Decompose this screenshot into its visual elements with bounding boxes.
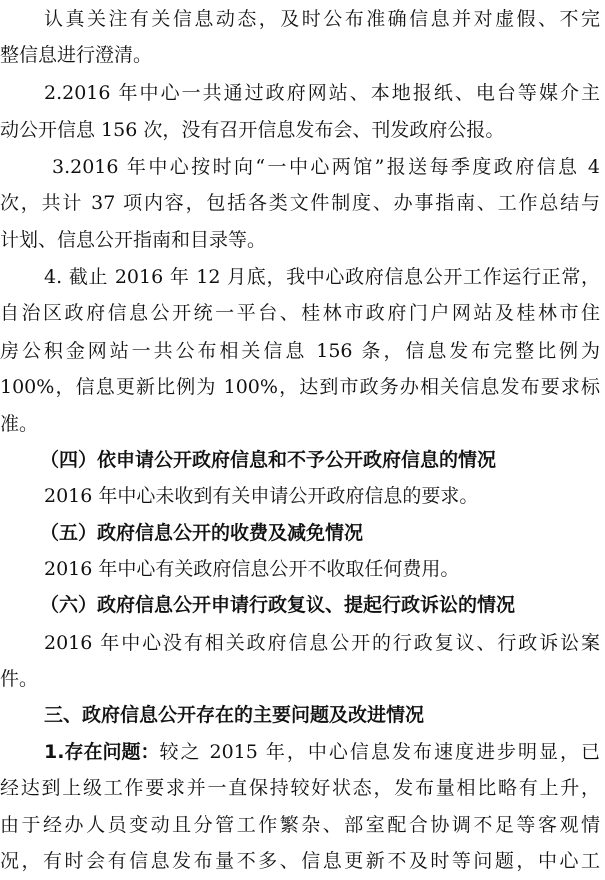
chapter-heading: 三、政府信息公开存在的主要问题及改进情况 xyxy=(44,704,425,726)
paragraph-line: 自治区政府信息公开统一平台、桂林市政府门户网站及桂林市住 xyxy=(0,302,600,324)
paragraph-line: 整信息进行澄清。 xyxy=(0,44,153,66)
paragraph-line: 计划、信息公开指南和目录等。 xyxy=(0,229,267,251)
issue-label: 1.存在问题： xyxy=(44,741,160,763)
paragraph-line: 经达到上级工作要求并一直保持较好状态，发布量相比略有上升， xyxy=(0,777,600,799)
paragraph-line: 由于经办人员变动且分管工作繁杂、部室配合协调不足等客观情 xyxy=(0,814,600,836)
paragraph-line: 100%，信息更新比例为 100%，达到市政务办相关信息发布要求标 xyxy=(0,376,600,398)
paragraph-line: 2016 年中心未收到有关申请公开政府信息的要求。 xyxy=(44,485,479,507)
paragraph-line: 2016 年中心有关政府信息公开不收取任何费用。 xyxy=(44,558,460,580)
paragraph-line: 况，有时会有信息发布量不多、信息更新不及时等问题，中心工 xyxy=(0,850,600,872)
paragraph-line: 准。 xyxy=(0,413,39,435)
paragraph-line: 认真关注有关信息动态，及时公布准确信息并对虚假、不完 xyxy=(44,8,600,30)
paragraph-line: 3.2016 年中心按时向“一中心两馆”报送每季度政府信息 4 xyxy=(52,156,600,178)
paragraph-line: 件。 xyxy=(0,668,39,690)
paragraph-line: 房公积金网站一共公布相关信息 156 条，信息发布完整比例为 xyxy=(0,340,600,362)
section-heading: （六）政府信息公开申请行政复议、提起行政诉讼的情况 xyxy=(40,594,516,616)
paragraph-line: 次，共计 37 项内容，包括各类文件制度、办事指南、工作总结与 xyxy=(0,192,600,214)
paragraph-line xyxy=(44,737,600,767)
section-heading: （五）政府信息公开的收费及减免情况 xyxy=(40,522,364,544)
paragraph-line: 2.2016 年中心一共通过政府网站、本地报纸、电台等媒介主 xyxy=(44,82,600,104)
paragraph-line: 4. 截止 2016 年 12 月底，我中心政府信息公开工作运行正常， xyxy=(44,266,600,288)
paragraph-text: 较之 2015 年，中心信息发布速度进步明显，已 xyxy=(159,741,600,763)
paragraph-line: 动公开信息 156 次，没有召开信息发布会、刊发政府公报。 xyxy=(0,119,505,141)
section-heading: （四）依申请公开政府信息和不予公开政府信息的情况 xyxy=(40,449,497,471)
paragraph-line: 2016 年中心没有相关政府信息公开的行政复议、行政诉讼案 xyxy=(44,632,600,654)
